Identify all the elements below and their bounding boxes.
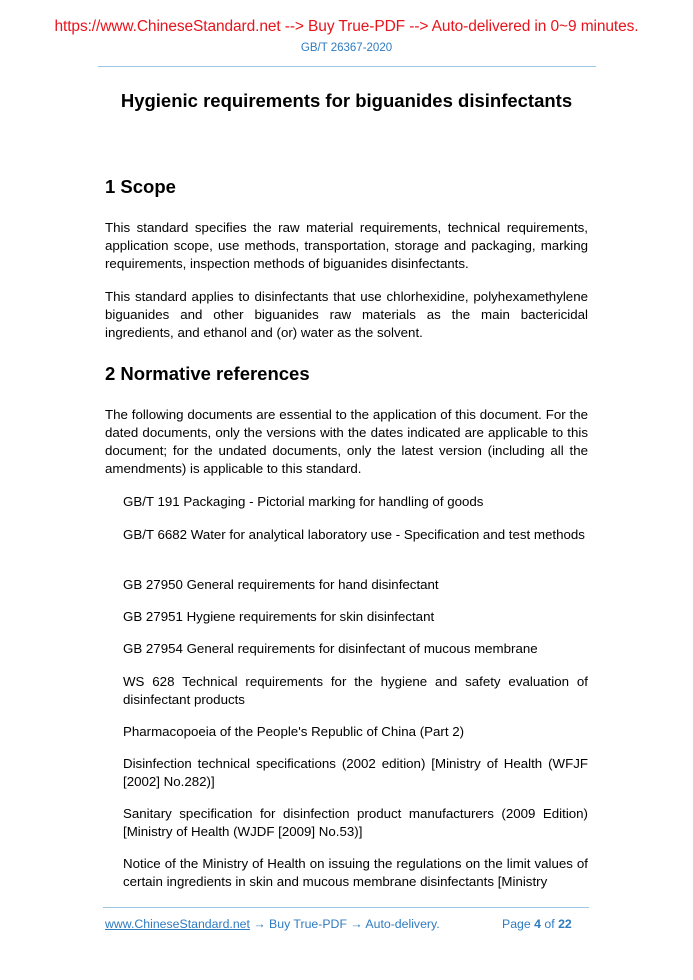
section-heading-scope: 1 Scope — [105, 176, 176, 197]
reference-item: GB 27950 General requirements for hand disinfectant — [123, 577, 439, 592]
footer-text — [105, 917, 440, 931]
document-title: Hygienic requirements for biguanides disinfectants — [120, 90, 573, 111]
page-total: 22 — [558, 917, 572, 931]
reference-item: GB/T 6682 Water for analytical laboratory use - Specification and test methods — [123, 527, 585, 542]
scope-paragraph-2: This standard applies to disinfectants that use chlorhexidine, polyhexamethylene biguanides and other biguanides raw materials as the main bactericidal ingredients, and ethanol and (or) water as the solvent. — [105, 289, 588, 340]
footer-site-link[interactable]: www.ChineseStandard.net — [105, 917, 250, 931]
page-label: Page — [502, 917, 531, 931]
reference-item: GB/T 191 Packaging - Pictorial marking for handling of goods — [123, 494, 484, 509]
reference-item: Disinfection technical specifications (2002 edition) [Ministry of Health (WFJF [2002] No.282)] — [123, 756, 588, 789]
footer-divider — [103, 907, 589, 908]
scope-paragraph-1: This standard specifies the raw material requirements, technical requirements, application scope, use methods, transportation, storage and packaging, marking requirements, inspection methods of biguanides disinfectants. — [105, 220, 588, 271]
reference-item: GB 27951 Hygiene requirements for skin disinfectant — [123, 609, 435, 624]
reference-item: Sanitary specification for disinfection product manufacturers (2009 Edition) [Ministry of Health (WJDF [2009] No.53)] — [123, 806, 588, 839]
reference-item: GB 27954 General requirements for disinfectant of mucous membrane — [123, 641, 538, 656]
page-of: of — [544, 917, 555, 931]
page-current: 4 — [534, 917, 541, 931]
standard-number: GB/T 26367-2020 — [300, 42, 393, 54]
reference-item: Notice of the Ministry of Health on issuing the regulations on the limit values of certain ingredients in skin and mucous membrane disinfectants [Ministry — [123, 856, 588, 889]
reference-item: WS 628 Technical requirements for the hygiene and safety evaluation of disinfectant products — [123, 674, 588, 707]
references-intro-paragraph: The following documents are essential to the application of this document. For the dated documents, only the versions with the dates indicated are applicable to this document; for the undated documents, only the latest version (including all the amendments) is applicable to this standard. — [105, 407, 588, 476]
section-heading-normative-references: 2 Normative references — [105, 363, 310, 384]
page-indicator — [502, 917, 572, 931]
footer-tagline: → Buy True-PDF → Auto-delivery. — [249, 917, 440, 931]
header-banner-link[interactable]: https://www.ChineseStandard.net --> Buy True-PDF --> Auto-delivered in 0~9 minutes. — [54, 18, 639, 35]
header-divider — [98, 66, 596, 67]
reference-item: Pharmacopoeia of the People's Republic of China (Part 2) — [123, 724, 465, 739]
